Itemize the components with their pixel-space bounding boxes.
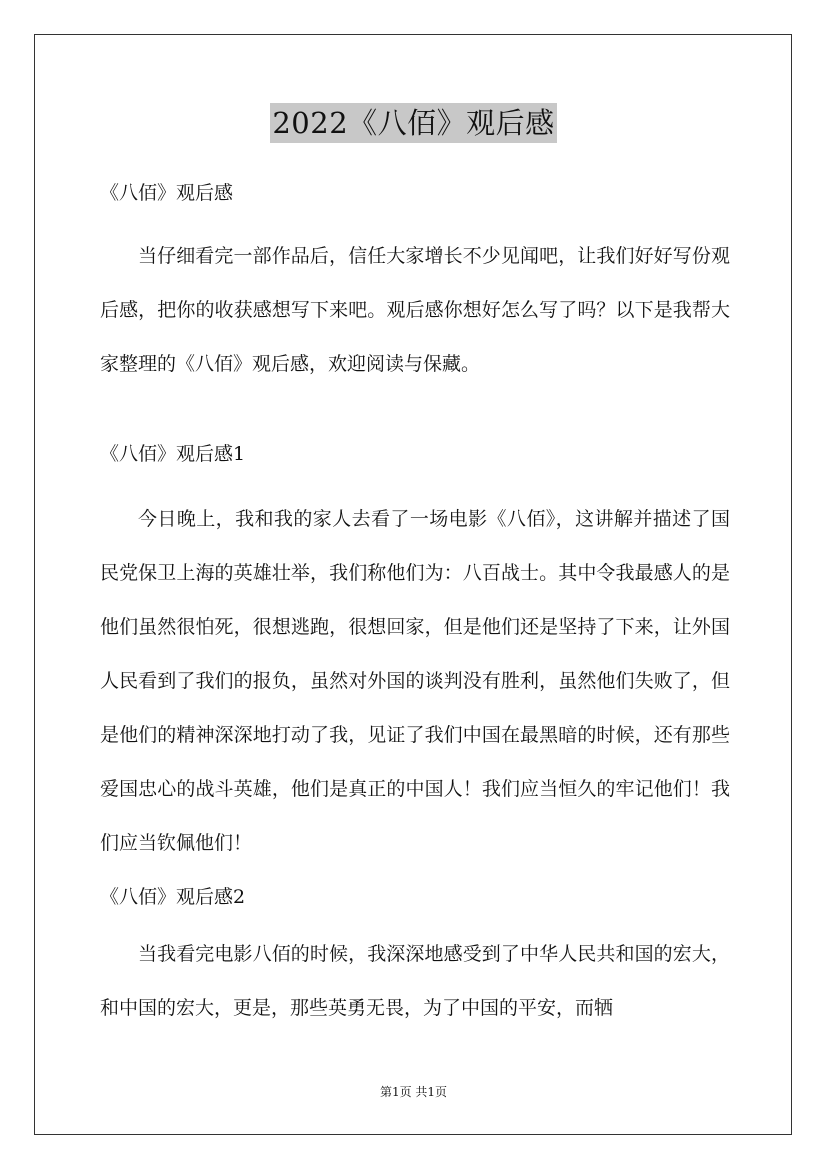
title-container	[0, 103, 827, 143]
section-heading-1: 《八佰》观后感1	[100, 443, 246, 465]
intro-paragraph: 当仔细看完一部作品后，信任大家增长不少见闻吧，让我们好好写份观后感，把你的收获感想写下来吧。观后感你想好怎么写了吗？以下是我帮大家整理的《八佰》观后感，欢迎阅读与保藏。	[100, 245, 730, 375]
document-body	[100, 175, 730, 1035]
section-paragraph-2: 当我看完电影八佰的时候，我深深地感受到了中华人民共和国的宏大，和中国的宏大，更是，那些英勇无畏，为了中国的平安，而牺	[100, 943, 730, 1019]
page-number: 第1页 共1页	[379, 1085, 448, 1099]
section-paragraph-1: 今日晚上，我和我的家人去看了一场电影《八佰》，这讲解并描述了国民党保卫上海的英雄壮举，我们称他们为：八百战士。其中令我最感人的是他们虽然很怕死，很想逃跑，很想回家，但是他们还是坚持了下来，让外国人民看到了我们的报负，虽然对外国的谈判没有胜利，虽然他们失败了，但是他们的精神深深地打动了我，见证了我们中国在最黑暗的时候，还有那些爱国忠心的战斗英雄，他们是真正的中国人！我们应当恒久的牢记他们！我们应当钦佩他们！	[100, 508, 730, 854]
section-heading-2: 《八佰》观后感2	[100, 886, 246, 908]
document-title: 2022《八佰》观后感	[270, 103, 556, 143]
document-subtitle: 《八佰》观后感	[100, 182, 234, 204]
page-footer	[0, 1083, 827, 1101]
